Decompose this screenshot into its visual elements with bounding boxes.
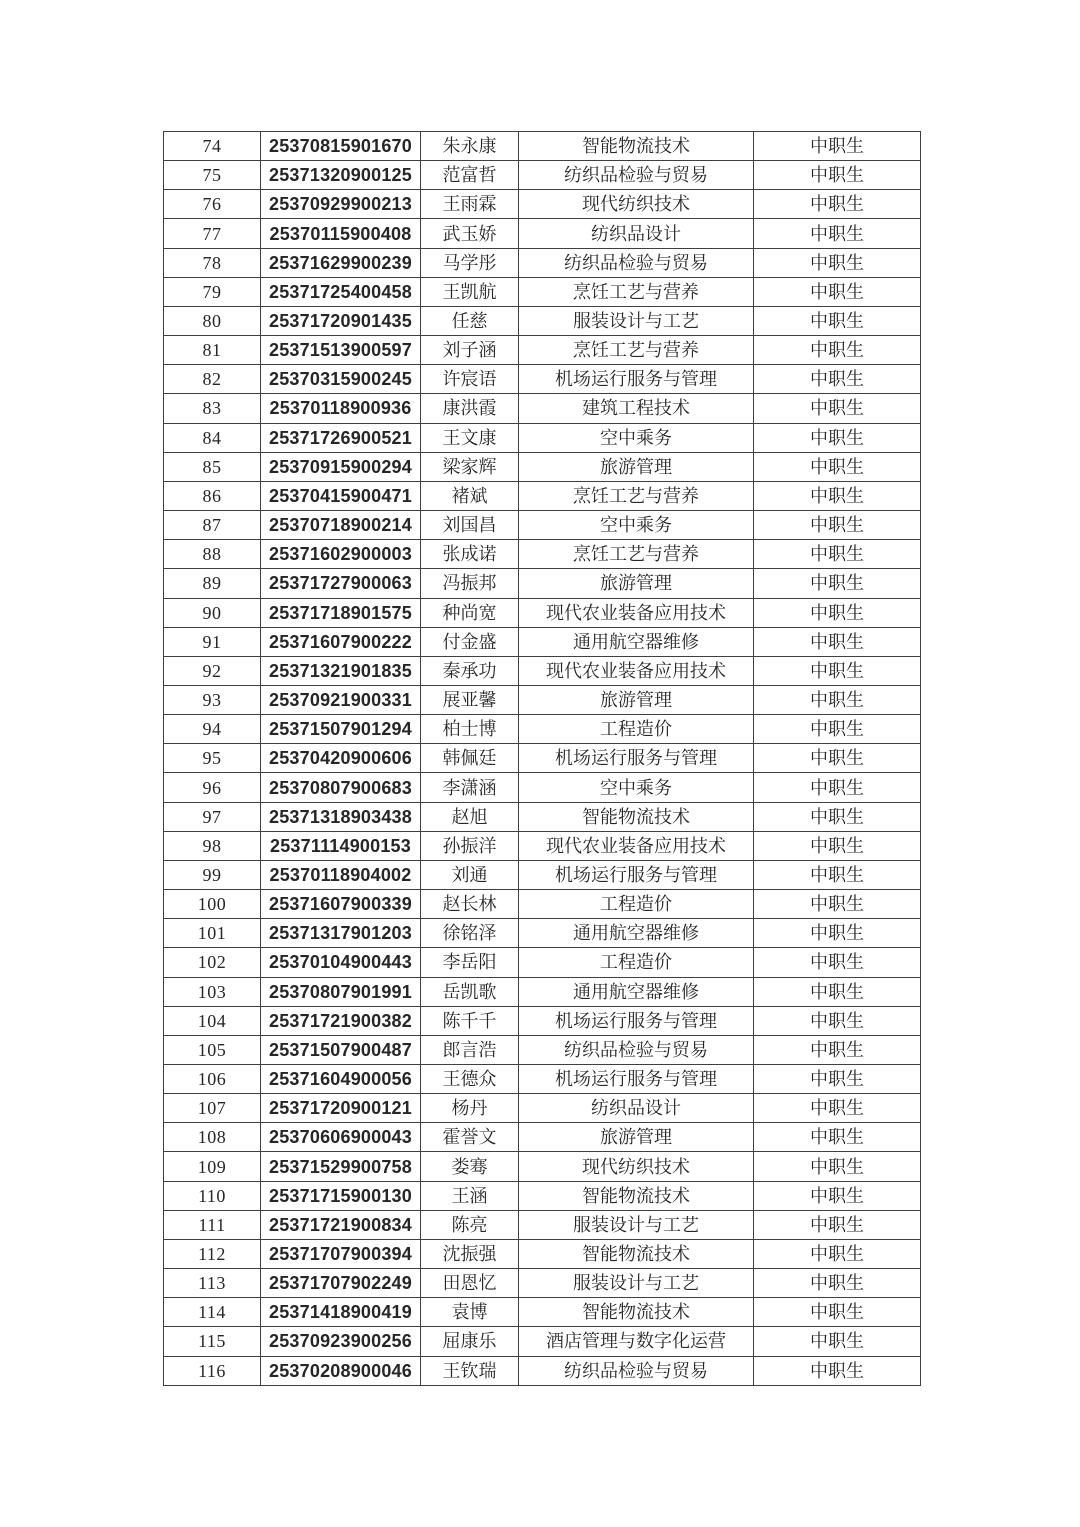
- candidate-id-cell: 25371720900121: [261, 1094, 421, 1123]
- category-cell: 中职生: [754, 452, 921, 481]
- category-cell: 中职生: [754, 1210, 921, 1239]
- major-cell: 纺织品检验与贸易: [519, 1356, 754, 1385]
- row-number-cell: 89: [164, 569, 261, 598]
- candidate-id-cell: 25371721900834: [261, 1210, 421, 1239]
- candidate-id-cell: 25370807901991: [261, 977, 421, 1006]
- row-number-cell: 94: [164, 715, 261, 744]
- candidate-name-cell: 娄骞: [421, 1152, 519, 1181]
- major-cell: 酒店管理与数字化运营: [519, 1327, 754, 1356]
- row-number-cell: 111: [164, 1210, 261, 1239]
- category-cell: 中职生: [754, 1239, 921, 1268]
- candidate-id-cell: 25371602900003: [261, 540, 421, 569]
- major-cell: 机场运行服务与管理: [519, 744, 754, 773]
- table-row: [164, 452, 921, 481]
- table-row: [164, 481, 921, 510]
- table-row: [164, 1123, 921, 1152]
- table-row: [164, 336, 921, 365]
- candidate-name-cell: 康洪霞: [421, 394, 519, 423]
- row-number-cell: 93: [164, 685, 261, 714]
- candidate-name-cell: 王钦瑞: [421, 1356, 519, 1385]
- table-row: [164, 306, 921, 335]
- candidate-id-cell: 25371513900597: [261, 336, 421, 365]
- table-row: [164, 802, 921, 831]
- category-cell: 中职生: [754, 1152, 921, 1181]
- table-row: [164, 511, 921, 540]
- major-cell: 机场运行服务与管理: [519, 1065, 754, 1094]
- candidate-id-cell: 25371529900758: [261, 1152, 421, 1181]
- table-row: [164, 715, 921, 744]
- category-cell: 中职生: [754, 161, 921, 190]
- major-cell: 纺织品检验与贸易: [519, 1035, 754, 1064]
- category-cell: 中职生: [754, 860, 921, 889]
- table-row: [164, 598, 921, 627]
- table-row: [164, 1239, 921, 1268]
- major-cell: 建筑工程技术: [519, 394, 754, 423]
- candidate-name-cell: 李岳阳: [421, 948, 519, 977]
- candidate-name-cell: 韩佩廷: [421, 744, 519, 773]
- major-cell: 烹饪工艺与营养: [519, 277, 754, 306]
- category-cell: 中职生: [754, 1356, 921, 1385]
- candidate-name-cell: 陈亮: [421, 1210, 519, 1239]
- row-number-cell: 110: [164, 1181, 261, 1210]
- row-number-cell: 92: [164, 656, 261, 685]
- table-row: [164, 190, 921, 219]
- major-cell: 机场运行服务与管理: [519, 1006, 754, 1035]
- row-number-cell: 108: [164, 1123, 261, 1152]
- candidate-id-cell: 25370115900408: [261, 219, 421, 248]
- major-cell: 旅游管理: [519, 452, 754, 481]
- row-number-cell: 97: [164, 802, 261, 831]
- category-cell: 中职生: [754, 306, 921, 335]
- row-number-cell: 99: [164, 860, 261, 889]
- major-cell: 纺织品设计: [519, 1094, 754, 1123]
- major-cell: 旅游管理: [519, 685, 754, 714]
- table-row: [164, 1181, 921, 1210]
- category-cell: 中职生: [754, 773, 921, 802]
- candidate-id-cell: 25370208900046: [261, 1356, 421, 1385]
- category-cell: 中职生: [754, 656, 921, 685]
- category-cell: 中职生: [754, 1094, 921, 1123]
- major-cell: 智能物流技术: [519, 132, 754, 161]
- table-row: [164, 1356, 921, 1385]
- candidate-id-cell: 25370807900683: [261, 773, 421, 802]
- candidate-id-cell: 25370815901670: [261, 132, 421, 161]
- table-row: [164, 132, 921, 161]
- candidate-id-cell: 25371318903438: [261, 802, 421, 831]
- table-row: [164, 860, 921, 889]
- candidate-name-cell: 种尚宽: [421, 598, 519, 627]
- candidate-id-cell: 25371604900056: [261, 1065, 421, 1094]
- candidate-id-cell: 25371727900063: [261, 569, 421, 598]
- candidate-name-cell: 褚斌: [421, 481, 519, 510]
- candidate-name-cell: 王德众: [421, 1065, 519, 1094]
- candidate-name-cell: 展亚馨: [421, 685, 519, 714]
- row-number-cell: 86: [164, 481, 261, 510]
- row-number-cell: 80: [164, 306, 261, 335]
- row-number-cell: 83: [164, 394, 261, 423]
- row-number-cell: 107: [164, 1094, 261, 1123]
- candidate-id-cell: 25371418900419: [261, 1298, 421, 1327]
- table-row: [164, 831, 921, 860]
- candidate-id-cell: 25371607900339: [261, 890, 421, 919]
- major-cell: 服装设计与工艺: [519, 1210, 754, 1239]
- major-cell: 智能物流技术: [519, 802, 754, 831]
- category-cell: 中职生: [754, 481, 921, 510]
- row-number-cell: 106: [164, 1065, 261, 1094]
- candidate-name-cell: 王涵: [421, 1181, 519, 1210]
- category-cell: 中职生: [754, 277, 921, 306]
- row-number-cell: 100: [164, 890, 261, 919]
- candidate-name-cell: 冯振邦: [421, 569, 519, 598]
- candidate-id-cell: 25370420900606: [261, 744, 421, 773]
- candidate-id-cell: 25371114900153: [261, 831, 421, 860]
- major-cell: 现代农业装备应用技术: [519, 598, 754, 627]
- row-number-cell: 88: [164, 540, 261, 569]
- candidates-table-body: [164, 132, 921, 1386]
- table-row: [164, 1152, 921, 1181]
- table-row: [164, 744, 921, 773]
- candidate-name-cell: 袁博: [421, 1298, 519, 1327]
- category-cell: 中职生: [754, 248, 921, 277]
- candidate-id-cell: 25371507901294: [261, 715, 421, 744]
- row-number-cell: 78: [164, 248, 261, 277]
- candidate-name-cell: 王雨霖: [421, 190, 519, 219]
- major-cell: 纺织品检验与贸易: [519, 161, 754, 190]
- table-row: [164, 248, 921, 277]
- row-number-cell: 116: [164, 1356, 261, 1385]
- major-cell: 通用航空器维修: [519, 627, 754, 656]
- candidate-id-cell: 25371715900130: [261, 1181, 421, 1210]
- candidate-id-cell: 25371507900487: [261, 1035, 421, 1064]
- row-number-cell: 96: [164, 773, 261, 802]
- candidate-name-cell: 武玉娇: [421, 219, 519, 248]
- major-cell: 智能物流技术: [519, 1298, 754, 1327]
- major-cell: 工程造价: [519, 715, 754, 744]
- table-row: [164, 365, 921, 394]
- category-cell: 中职生: [754, 219, 921, 248]
- table-row: [164, 1298, 921, 1327]
- major-cell: 纺织品设计: [519, 219, 754, 248]
- row-number-cell: 112: [164, 1239, 261, 1268]
- category-cell: 中职生: [754, 336, 921, 365]
- candidate-name-cell: 孙振洋: [421, 831, 519, 860]
- row-number-cell: 79: [164, 277, 261, 306]
- row-number-cell: 76: [164, 190, 261, 219]
- category-cell: 中职生: [754, 744, 921, 773]
- candidate-name-cell: 屈康乐: [421, 1327, 519, 1356]
- candidate-name-cell: 柏士博: [421, 715, 519, 744]
- row-number-cell: 77: [164, 219, 261, 248]
- major-cell: 通用航空器维修: [519, 919, 754, 948]
- candidate-id-cell: 25371320900125: [261, 161, 421, 190]
- major-cell: 烹饪工艺与营养: [519, 336, 754, 365]
- row-number-cell: 115: [164, 1327, 261, 1356]
- table-row: [164, 948, 921, 977]
- category-cell: 中职生: [754, 1035, 921, 1064]
- candidate-name-cell: 田恩忆: [421, 1269, 519, 1298]
- row-number-cell: 90: [164, 598, 261, 627]
- category-cell: 中职生: [754, 423, 921, 452]
- major-cell: 通用航空器维修: [519, 977, 754, 1006]
- row-number-cell: 98: [164, 831, 261, 860]
- candidate-id-cell: 25371726900521: [261, 423, 421, 452]
- candidate-name-cell: 王文康: [421, 423, 519, 452]
- candidate-name-cell: 梁家辉: [421, 452, 519, 481]
- category-cell: 中职生: [754, 598, 921, 627]
- category-cell: 中职生: [754, 132, 921, 161]
- category-cell: 中职生: [754, 890, 921, 919]
- major-cell: 空中乘务: [519, 423, 754, 452]
- candidate-id-cell: 25371707900394: [261, 1239, 421, 1268]
- candidate-id-cell: 25371317901203: [261, 919, 421, 948]
- candidate-name-cell: 郎言浩: [421, 1035, 519, 1064]
- table-row: [164, 977, 921, 1006]
- table-row: [164, 219, 921, 248]
- candidate-name-cell: 刘通: [421, 860, 519, 889]
- row-number-cell: 75: [164, 161, 261, 190]
- candidate-id-cell: 25370606900043: [261, 1123, 421, 1152]
- table-row: [164, 685, 921, 714]
- row-number-cell: 91: [164, 627, 261, 656]
- category-cell: 中职生: [754, 977, 921, 1006]
- candidate-id-cell: 25370929900213: [261, 190, 421, 219]
- table-row: [164, 1006, 921, 1035]
- candidate-name-cell: 沈振强: [421, 1239, 519, 1268]
- table-row: [164, 1035, 921, 1064]
- table-row: [164, 1094, 921, 1123]
- candidate-id-cell: 25370921900331: [261, 685, 421, 714]
- category-cell: 中职生: [754, 569, 921, 598]
- candidate-name-cell: 刘子涵: [421, 336, 519, 365]
- table-row: [164, 919, 921, 948]
- candidate-id-cell: 25370915900294: [261, 452, 421, 481]
- row-number-cell: 95: [164, 744, 261, 773]
- major-cell: 现代纺织技术: [519, 190, 754, 219]
- major-cell: 机场运行服务与管理: [519, 365, 754, 394]
- row-number-cell: 74: [164, 132, 261, 161]
- major-cell: 旅游管理: [519, 569, 754, 598]
- table-row: [164, 1327, 921, 1356]
- category-cell: 中职生: [754, 802, 921, 831]
- category-cell: 中职生: [754, 511, 921, 540]
- category-cell: 中职生: [754, 540, 921, 569]
- major-cell: 服装设计与工艺: [519, 1269, 754, 1298]
- table-row: [164, 569, 921, 598]
- candidate-name-cell: 刘国昌: [421, 511, 519, 540]
- category-cell: 中职生: [754, 919, 921, 948]
- major-cell: 烹饪工艺与营养: [519, 540, 754, 569]
- row-number-cell: 81: [164, 336, 261, 365]
- row-number-cell: 103: [164, 977, 261, 1006]
- category-cell: 中职生: [754, 394, 921, 423]
- major-cell: 空中乘务: [519, 511, 754, 540]
- table-row: [164, 656, 921, 685]
- candidate-name-cell: 杨丹: [421, 1094, 519, 1123]
- candidate-id-cell: 25371721900382: [261, 1006, 421, 1035]
- major-cell: 旅游管理: [519, 1123, 754, 1152]
- major-cell: 工程造价: [519, 948, 754, 977]
- major-cell: 智能物流技术: [519, 1239, 754, 1268]
- table-row: [164, 277, 921, 306]
- category-cell: 中职生: [754, 1298, 921, 1327]
- candidate-name-cell: 李潇涵: [421, 773, 519, 802]
- category-cell: 中职生: [754, 685, 921, 714]
- table-row: [164, 394, 921, 423]
- major-cell: 工程造价: [519, 890, 754, 919]
- candidate-id-cell: 25370104900443: [261, 948, 421, 977]
- candidate-name-cell: 赵旭: [421, 802, 519, 831]
- category-cell: 中职生: [754, 190, 921, 219]
- candidate-id-cell: 25370118900936: [261, 394, 421, 423]
- table-row: [164, 890, 921, 919]
- row-number-cell: 113: [164, 1269, 261, 1298]
- candidates-table: [163, 131, 921, 1386]
- candidate-name-cell: 马学彤: [421, 248, 519, 277]
- category-cell: 中职生: [754, 1327, 921, 1356]
- category-cell: 中职生: [754, 627, 921, 656]
- candidate-id-cell: 25371629900239: [261, 248, 421, 277]
- row-number-cell: 82: [164, 365, 261, 394]
- candidate-id-cell: 25371718901575: [261, 598, 421, 627]
- table-row: [164, 161, 921, 190]
- major-cell: 烹饪工艺与营养: [519, 481, 754, 510]
- table-row: [164, 540, 921, 569]
- candidate-id-cell: 25371707902249: [261, 1269, 421, 1298]
- table-row: [164, 1269, 921, 1298]
- candidate-id-cell: 25370118904002: [261, 860, 421, 889]
- category-cell: 中职生: [754, 715, 921, 744]
- major-cell: 智能物流技术: [519, 1181, 754, 1210]
- category-cell: 中职生: [754, 1269, 921, 1298]
- row-number-cell: 114: [164, 1298, 261, 1327]
- table-row: [164, 1065, 921, 1094]
- candidate-name-cell: 徐铭泽: [421, 919, 519, 948]
- candidate-id-cell: 25371607900222: [261, 627, 421, 656]
- table-row: [164, 627, 921, 656]
- major-cell: 现代农业装备应用技术: [519, 656, 754, 685]
- major-cell: 空中乘务: [519, 773, 754, 802]
- candidate-id-cell: 25370415900471: [261, 481, 421, 510]
- candidate-name-cell: 秦承功: [421, 656, 519, 685]
- candidate-name-cell: 陈千千: [421, 1006, 519, 1035]
- category-cell: 中职生: [754, 831, 921, 860]
- candidate-id-cell: 25370718900214: [261, 511, 421, 540]
- row-number-cell: 109: [164, 1152, 261, 1181]
- candidate-name-cell: 付金盛: [421, 627, 519, 656]
- candidate-id-cell: 25371725400458: [261, 277, 421, 306]
- category-cell: 中职生: [754, 948, 921, 977]
- candidate-name-cell: 范富哲: [421, 161, 519, 190]
- row-number-cell: 101: [164, 919, 261, 948]
- major-cell: 现代农业装备应用技术: [519, 831, 754, 860]
- category-cell: 中职生: [754, 1123, 921, 1152]
- candidate-name-cell: 朱永康: [421, 132, 519, 161]
- category-cell: 中职生: [754, 1065, 921, 1094]
- candidate-name-cell: 张成诺: [421, 540, 519, 569]
- candidate-id-cell: 25371321901835: [261, 656, 421, 685]
- table-row: [164, 1210, 921, 1239]
- category-cell: 中职生: [754, 1006, 921, 1035]
- table-row: [164, 423, 921, 452]
- major-cell: 纺织品检验与贸易: [519, 248, 754, 277]
- candidate-name-cell: 霍誉文: [421, 1123, 519, 1152]
- major-cell: 服装设计与工艺: [519, 306, 754, 335]
- major-cell: 机场运行服务与管理: [519, 860, 754, 889]
- candidate-name-cell: 赵长林: [421, 890, 519, 919]
- category-cell: 中职生: [754, 1181, 921, 1210]
- table-row: [164, 773, 921, 802]
- candidate-id-cell: 25370923900256: [261, 1327, 421, 1356]
- row-number-cell: 104: [164, 1006, 261, 1035]
- category-cell: 中职生: [754, 365, 921, 394]
- candidate-id-cell: 25371720901435: [261, 306, 421, 335]
- row-number-cell: 84: [164, 423, 261, 452]
- major-cell: 现代纺织技术: [519, 1152, 754, 1181]
- candidate-name-cell: 任慈: [421, 306, 519, 335]
- row-number-cell: 87: [164, 511, 261, 540]
- row-number-cell: 102: [164, 948, 261, 977]
- candidate-name-cell: 许宸语: [421, 365, 519, 394]
- candidate-id-cell: 25370315900245: [261, 365, 421, 394]
- candidate-name-cell: 王凯航: [421, 277, 519, 306]
- row-number-cell: 105: [164, 1035, 261, 1064]
- candidate-name-cell: 岳凯歌: [421, 977, 519, 1006]
- row-number-cell: 85: [164, 452, 261, 481]
